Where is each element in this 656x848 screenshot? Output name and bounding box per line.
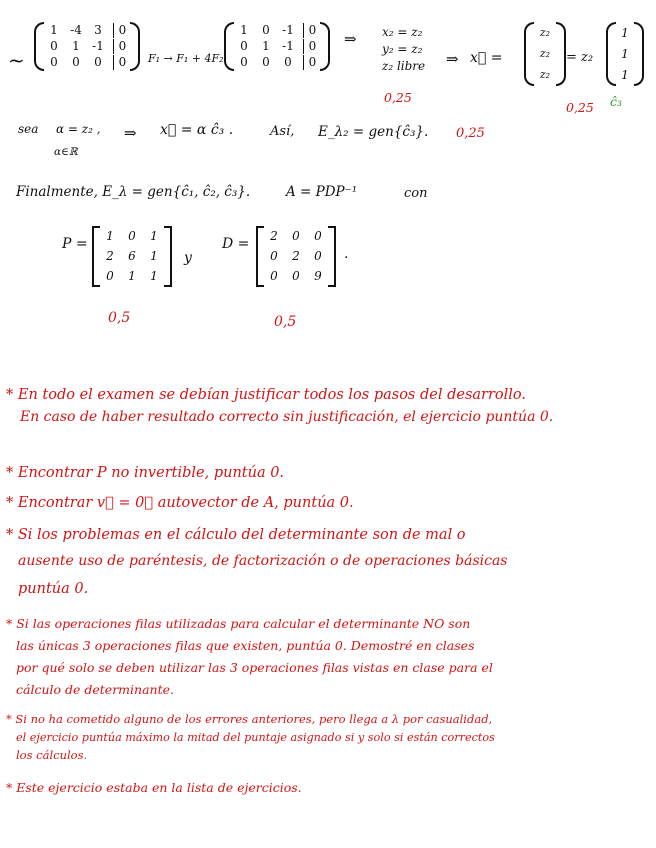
con-text: con (404, 186, 428, 201)
score-equations: 0,25 (384, 90, 412, 105)
row-operation: F₁ → F₁ + 4F₂ (148, 52, 224, 65)
m2-cell: 1 (262, 39, 270, 53)
system-equations (382, 24, 425, 75)
score-vector: 0,25 (566, 100, 594, 115)
p-cell: 1 (150, 269, 158, 283)
d-cell: 0 (314, 229, 322, 243)
m1-cell: -4 (70, 23, 82, 37)
equation-line: y₂ = z₂ (382, 42, 423, 56)
vector-cell: 1 (621, 47, 629, 61)
column-vector-ones (606, 22, 644, 86)
d-cell: 0 (314, 249, 322, 263)
score-D: 0,5 (274, 314, 297, 330)
note-row-ops-1: * Si las operaciones filas utilizadas para calcular el determinante NO son (6, 616, 471, 631)
note-zero-eigenvector: * Encontrar v⃗ = 0⃗ autovector de A, puntúa 0. (6, 495, 354, 511)
p-label: P = (62, 236, 88, 252)
m2-cell: 0 (262, 55, 270, 69)
implies-arrow-2: ⇒ (446, 50, 459, 68)
m2-aug-cell: 0 (303, 23, 317, 38)
m1-aug-cell: 0 (113, 39, 127, 54)
m1-cell: 0 (94, 55, 102, 69)
vector-cell: z₂ (539, 68, 551, 81)
note-chance-3: los cálculos. (16, 748, 88, 762)
eigenspace-lambda2: E_λ₂ = gen{ĉ₃}. (318, 124, 429, 140)
m2-cell: 0 (240, 55, 248, 69)
column-vector-z (524, 22, 566, 86)
score-eigenspace: 0,25 (456, 126, 485, 141)
d-label: D = (222, 236, 250, 252)
matrix-augmented-2 (224, 22, 330, 71)
diagonalization-formula: A = PDP⁻¹ (286, 184, 358, 200)
note-p-not-invertible: * Encontrar P no invertible, puntúa 0. (6, 465, 285, 481)
period-mark: . (344, 246, 349, 262)
note-justification-2: En caso de haber resultado correcto sin justificación, el ejercicio puntúa 0. (20, 409, 554, 425)
d-cell: 0 (292, 229, 300, 243)
equation-line: x₂ = z₂ (382, 25, 423, 39)
m1-cell: 1 (72, 39, 80, 53)
d-cell: 9 (314, 269, 322, 283)
implies-arrow: ⇒ (344, 30, 357, 48)
m1-aug-cell: 0 (113, 55, 127, 70)
p-cell: 2 (106, 249, 114, 263)
d-cell: 2 (292, 249, 300, 263)
vector-cell: z₂ (539, 47, 551, 60)
note-row-ops-3: por qué solo se deben utilizar las 3 operaciones filas vistas en clase para el (16, 660, 493, 675)
m1-cell: -1 (92, 39, 104, 53)
m1-cell: 1 (50, 23, 58, 37)
note-justification-1: * En todo el examen se debían justificar todos los pasos del desarrollo. (6, 387, 526, 403)
m2-aug-cell: 0 (303, 55, 317, 70)
note-determinant-3: puntúa 0. (18, 581, 89, 597)
m2-cell: 0 (284, 55, 292, 69)
equation-line: z₂ libre (382, 59, 426, 73)
vector-cell: 1 (621, 68, 629, 82)
sea-text: sea (18, 122, 39, 136)
y-conjunction: y (184, 250, 192, 266)
d-cell: 0 (270, 249, 278, 263)
p-cell: 1 (150, 229, 158, 243)
note-exercise-list: * Este ejercicio estaba en la lista de ejercicios. (6, 780, 302, 795)
implies-arrow-3: ⇒ (124, 124, 137, 142)
alpha-definition: α = z₂ , (56, 122, 101, 136)
m1-cell: 0 (72, 55, 80, 69)
p-cell: 1 (128, 269, 136, 283)
alpha-domain: α∈ℝ (54, 146, 78, 158)
m1-cell: 0 (50, 55, 58, 69)
m2-aug-cell: 0 (303, 39, 317, 54)
m2-cell: 1 (240, 23, 248, 37)
c3-label: ĉ₃ (610, 94, 623, 109)
scalar-z-equals: = z₂ (566, 50, 594, 65)
m2-cell: 0 (262, 23, 270, 37)
matrix-augmented-1 (34, 22, 140, 71)
m2-cell: 0 (240, 39, 248, 53)
matrix-P (92, 226, 172, 287)
note-determinant-1: * Si los problemas en el cálculo del determinante son de mal o (6, 527, 466, 543)
d-cell: 0 (270, 269, 278, 283)
score-P: 0,5 (108, 310, 131, 326)
x-equals-alpha-c3: x⃗ = α ĉ₃ . (160, 122, 234, 138)
asi-text: Así, (270, 124, 295, 139)
note-row-ops-2: las únicas 3 operaciones filas que existen, puntúa 0. Demostré en clases (16, 638, 475, 653)
note-row-ops-4: cálculo de determinante. (16, 682, 174, 697)
vector-cell: 1 (621, 26, 629, 40)
m1-cell: 3 (94, 23, 102, 37)
p-cell: 0 (106, 269, 114, 283)
d-cell: 0 (292, 269, 300, 283)
vector-cell: z₂ (539, 26, 551, 39)
p-cell: 1 (106, 229, 114, 243)
p-cell: 1 (150, 249, 158, 263)
final-eigenspace: Finalmente, E_λ = gen{ĉ₁, ĉ₂, ĉ₃}. (16, 184, 251, 200)
note-chance-2: el ejercicio puntúa máximo la mitad del puntaje asignado si y solo si están correctos (16, 731, 495, 744)
m2-cell: -1 (282, 39, 294, 53)
m2-cell: -1 (282, 23, 294, 37)
vector-x-label: x⃗ = (470, 50, 503, 66)
d-cell: 2 (270, 229, 278, 243)
p-cell: 0 (128, 229, 136, 243)
m1-aug-cell: 0 (113, 23, 127, 38)
note-chance-1: * Si no ha cometido alguno de los errores anteriores, pero llega a λ por casualidad, (6, 712, 493, 726)
matrix-D (256, 226, 336, 287)
m1-cell: 0 (50, 39, 58, 53)
tilde-symbol: ~ (8, 48, 25, 72)
p-cell: 6 (128, 249, 136, 263)
note-determinant-2: ausente uso de paréntesis, de factorización o de operaciones básicas (18, 553, 508, 569)
